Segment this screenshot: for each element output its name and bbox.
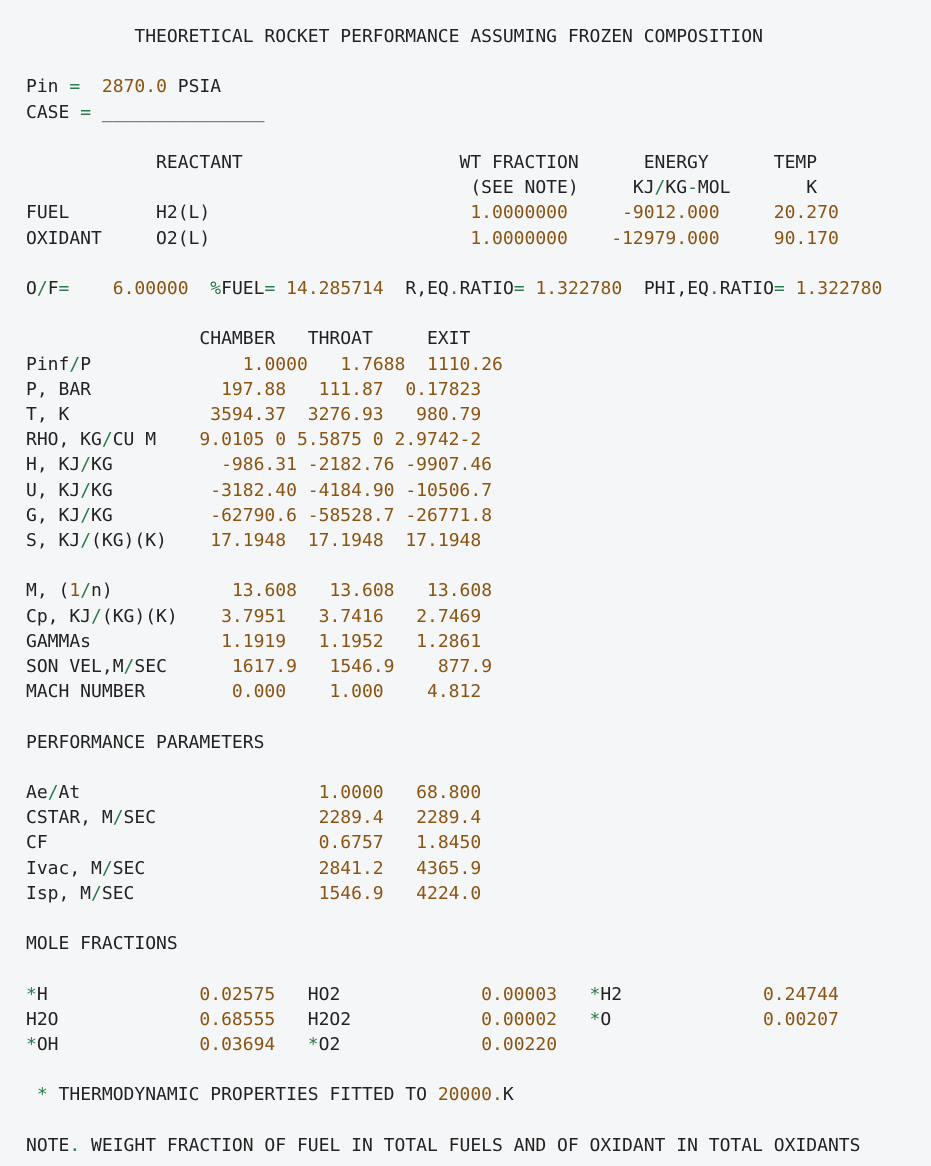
- text-segment: [26, 1084, 37, 1105]
- text-segment: [275, 1034, 308, 1055]
- text-segment: [384, 631, 417, 652]
- text-segment: S, KJ: [26, 530, 81, 551]
- numeric-value: -9012.000: [622, 202, 720, 224]
- operator-symbol: *: [589, 983, 601, 1005]
- text-segment: [395, 656, 438, 677]
- operator-symbol: /: [80, 454, 92, 476]
- numeric-value: 3.7416: [318, 605, 384, 627]
- text-segment: KG: [91, 454, 222, 476]
- text-segment: _______________: [91, 101, 265, 123]
- text-segment: [286, 606, 319, 627]
- text-segment: [297, 480, 308, 501]
- numeric-value: 2.7469: [416, 605, 482, 627]
- operator-symbol: *: [307, 1034, 319, 1055]
- text-segment: F: [47, 278, 59, 299]
- numeric-value: 68.800: [416, 782, 482, 803]
- text-segment: H2: [600, 983, 763, 1005]
- operator-symbol: =: [58, 278, 70, 299]
- report-line: [26, 1133, 860, 1158]
- text-segment: [568, 228, 611, 249]
- numeric-value: 1546.9: [329, 656, 395, 677]
- text-segment: R,EQ: [383, 278, 449, 299]
- text-segment: [286, 681, 329, 702]
- operator-symbol: *: [589, 1008, 601, 1030]
- text-segment: MACH NUMBER: [26, 681, 232, 703]
- numeric-value: 0.17823: [405, 378, 482, 400]
- text-segment: O: [26, 278, 37, 299]
- numeric-value: 0.03694: [199, 1034, 276, 1055]
- numeric-value: 1.0000: [318, 782, 384, 803]
- text-segment: SEC: [112, 857, 319, 879]
- operator-symbol: *: [26, 983, 37, 1005]
- operator-symbol: %: [210, 278, 222, 299]
- report-line: [26, 654, 492, 679]
- text-segment: [525, 278, 536, 299]
- text-segment: SEC: [134, 656, 232, 677]
- operator-symbol: .: [708, 278, 720, 299]
- numeric-value: -2182.76: [307, 454, 395, 476]
- numeric-value: 1.0000000: [470, 202, 568, 224]
- text-segment: [568, 202, 622, 223]
- text-segment: CHAMBER THROAT EXIT: [26, 328, 471, 350]
- numeric-value: 1.0000000: [470, 227, 568, 249]
- text-segment: HO2: [275, 983, 482, 1005]
- report-line: [26, 1007, 839, 1032]
- operator-symbol: /: [69, 353, 81, 375]
- text-segment: RATIO: [719, 278, 774, 299]
- report-line: [26, 931, 178, 956]
- text-segment: [384, 530, 406, 551]
- text-segment: NOTE: [26, 1134, 70, 1156]
- text-segment: SON VEL,M: [26, 656, 124, 677]
- operator-symbol: /: [91, 882, 102, 904]
- text-segment: KG: [91, 504, 211, 526]
- text-segment: (SEE NOTE) KJ: [26, 177, 655, 199]
- report-line: [26, 604, 481, 629]
- numeric-value: 0.000: [231, 681, 287, 703]
- numeric-value: 0.00003: [481, 983, 558, 1005]
- report-line: [26, 402, 481, 427]
- operator-symbol: /: [112, 807, 124, 829]
- text-segment: [720, 202, 774, 223]
- text-segment: MOL K: [697, 177, 818, 199]
- numeric-value: -62790.6: [210, 504, 297, 526]
- text-segment: FUEL: [221, 278, 265, 299]
- text-segment: [286, 379, 319, 400]
- report-line: [26, 352, 503, 377]
- numeric-value: 0.00002: [481, 1008, 558, 1030]
- text-segment: RHO, KG: [26, 429, 102, 451]
- text-segment: H2O: [26, 1008, 200, 1030]
- text-segment: (KG)(K): [101, 605, 222, 627]
- numeric-value: 17.1948: [210, 530, 287, 551]
- text-segment: FUEL H2(L): [26, 202, 471, 224]
- text-segment: [297, 454, 308, 475]
- numeric-value: 14.285714: [286, 278, 384, 299]
- numeric-value: 4.812: [427, 681, 482, 703]
- text-segment: Ivac, M: [26, 857, 102, 879]
- operator-symbol: /: [36, 278, 48, 299]
- operator-symbol: /: [123, 656, 135, 677]
- numeric-value: 17.1948: [405, 530, 482, 551]
- text-segment: P, BAR: [26, 378, 222, 400]
- text-segment: THERMODYNAMIC PROPERTIES FITTED TO: [47, 1084, 438, 1106]
- report-line: [26, 679, 481, 704]
- operator-symbol: /: [101, 429, 113, 451]
- text-segment: Ae: [26, 782, 48, 803]
- numeric-value: -4184.90: [307, 479, 395, 501]
- numeric-value: 1.1952: [318, 630, 384, 652]
- text-segment: THEORETICAL ROCKET PERFORMANCE ASSUMING FROZEN COMPOSITION: [26, 26, 763, 47]
- text-segment: M, (: [26, 580, 70, 602]
- text-segment: [275, 278, 286, 299]
- text-segment: SEC: [123, 807, 319, 829]
- text-segment: H2O2: [275, 1008, 482, 1030]
- text-segment: CSTAR, M: [26, 807, 113, 829]
- text-segment: At: [58, 782, 319, 803]
- text-segment: [395, 580, 428, 601]
- operator-symbol: -: [687, 177, 698, 199]
- text-segment: RATIO: [459, 278, 514, 299]
- numeric-value: 877.9: [437, 656, 493, 677]
- text-segment: H, KJ: [26, 454, 81, 476]
- text-segment: [384, 832, 417, 853]
- text-segment: [394, 454, 405, 475]
- numeric-value: 1617.9: [231, 656, 297, 677]
- text-segment: n): [91, 580, 232, 602]
- numeric-value: 3276.93: [307, 404, 384, 425]
- numeric-value: 1.000: [329, 681, 384, 703]
- text-segment: [69, 278, 112, 299]
- text-segment: P: [80, 353, 243, 375]
- numeric-value: 9.0105 0: [199, 429, 287, 451]
- numeric-value: 3594.37: [210, 404, 287, 425]
- operator-symbol: .: [448, 278, 460, 299]
- report-line: [26, 24, 763, 49]
- numeric-value: 3.7951: [221, 605, 287, 627]
- report-line: [26, 1032, 557, 1057]
- text-segment: [785, 278, 796, 299]
- text-segment: [384, 404, 417, 425]
- operator-symbol: /: [80, 479, 92, 501]
- text-segment: O: [600, 1008, 763, 1030]
- text-segment: KG: [91, 479, 211, 501]
- numeric-value: 0.00207: [762, 1008, 839, 1030]
- numeric-value: 0.24744: [762, 983, 839, 1005]
- report-line: [26, 578, 492, 603]
- operator-symbol: /: [654, 177, 666, 199]
- operator-symbol: =: [264, 278, 276, 299]
- report-line: [26, 1082, 514, 1107]
- operator-symbol: .: [69, 1134, 81, 1156]
- numeric-value: 0.68555: [199, 1008, 276, 1030]
- text-segment: WEIGHT FRACTION OF FUEL IN TOTAL FUELS AND OF OXIDANT IN TOTAL OXIDANTS: [80, 1134, 861, 1156]
- text-segment: U, KJ: [26, 479, 81, 501]
- text-segment: [405, 354, 427, 375]
- numeric-value: -3182.40: [210, 479, 297, 501]
- numeric-value: 197.88: [221, 378, 287, 400]
- operator-symbol: /: [101, 857, 113, 879]
- text-segment: [384, 379, 406, 400]
- numeric-value: 1.0000: [242, 353, 308, 375]
- report-line: [26, 503, 492, 528]
- operator-symbol: =: [80, 101, 92, 123]
- text-segment: [297, 656, 330, 677]
- text-segment: PSIA: [166, 76, 222, 98]
- report-line: [26, 805, 481, 830]
- report-line: [26, 478, 492, 503]
- numeric-value: 20.270: [773, 202, 839, 224]
- text-segment: G, KJ: [26, 504, 81, 526]
- operator-symbol: =: [69, 76, 81, 98]
- numeric-value: 0.02575: [199, 983, 276, 1005]
- operator-symbol: /: [80, 504, 92, 526]
- text-segment: CASE: [26, 101, 81, 123]
- numeric-value: 5.5875 0: [296, 429, 384, 451]
- report-line: [26, 175, 817, 200]
- text-segment: MOLE FRACTIONS: [26, 933, 178, 955]
- text-segment: CU M: [112, 429, 200, 451]
- numeric-value: 1.8450: [416, 832, 482, 854]
- report-line: [26, 629, 481, 654]
- text-segment: PERFORMANCE PARAMETERS: [26, 731, 265, 753]
- text-segment: [395, 505, 406, 526]
- text-segment: [297, 505, 308, 526]
- numeric-value: 13.608: [329, 580, 395, 602]
- text-segment: OXIDANT O2(L): [26, 227, 471, 249]
- text-segment: KG: [665, 177, 688, 199]
- numeric-value: -10506.7: [405, 479, 493, 501]
- text-segment: [384, 883, 417, 904]
- report-line: [26, 226, 839, 251]
- report-line: [26, 326, 470, 351]
- numeric-value: -986.31: [221, 454, 297, 476]
- text-segment: OH: [36, 1034, 200, 1055]
- numeric-value: 4224.0: [416, 882, 482, 904]
- text-segment: [384, 681, 427, 702]
- report-line: [26, 528, 481, 553]
- report-line: [26, 856, 481, 881]
- numeric-value: 1.7688: [340, 353, 406, 375]
- operator-symbol: =: [513, 278, 525, 299]
- numeric-value: 2.9742-2: [394, 429, 482, 451]
- text-segment: GAMMAs: [26, 630, 222, 652]
- text-segment: REACTANT WT FRACTION ENERGY TEMP: [26, 152, 818, 173]
- text-segment: [286, 429, 297, 450]
- numeric-value: 1.322780: [795, 278, 883, 299]
- numeric-value: 1.2861: [416, 630, 482, 652]
- report-line: [26, 377, 481, 402]
- numeric-value: 90.170: [773, 227, 839, 249]
- report-line: [26, 830, 481, 855]
- text-segment: [384, 429, 395, 450]
- report-line: [26, 982, 839, 1007]
- text-segment: [384, 807, 417, 828]
- numeric-value: 2870.0: [101, 76, 167, 98]
- text-segment: [557, 984, 590, 1005]
- text-segment: [384, 858, 417, 879]
- text-segment: T, K: [26, 404, 211, 425]
- operator-symbol: /: [47, 782, 59, 803]
- text-segment: [384, 782, 417, 803]
- text-segment: K: [502, 1084, 514, 1106]
- report-line: [26, 150, 817, 175]
- numeric-value: 1.322780: [535, 278, 623, 299]
- report-line: [26, 452, 492, 477]
- numeric-value: 6.00000: [112, 278, 189, 299]
- text-segment: [557, 1009, 590, 1030]
- text-segment: Cp, KJ: [26, 605, 92, 627]
- numeric-value: 111.87: [318, 378, 384, 400]
- numeric-value: 980.79: [416, 404, 482, 425]
- report-line: [26, 427, 481, 452]
- numeric-value: 2289.4: [318, 807, 384, 829]
- text-segment: [384, 606, 417, 627]
- numeric-value: 1546.9: [318, 882, 384, 904]
- report-line: [26, 74, 221, 99]
- text-segment: (KG)(K): [91, 530, 211, 551]
- report-line: [26, 276, 882, 301]
- operator-symbol: /: [91, 605, 102, 627]
- text-segment: CF: [26, 832, 319, 854]
- numeric-value: 4365.9: [416, 857, 482, 879]
- operator-symbol: =: [773, 278, 785, 299]
- numeric-value: 20000.: [437, 1084, 503, 1106]
- numeric-value: 0.00220: [481, 1034, 558, 1055]
- text-segment: [80, 76, 102, 97]
- numeric-value: 0.6757: [318, 832, 384, 854]
- text-segment: [189, 278, 211, 299]
- text-segment: [286, 404, 308, 425]
- text-segment: [286, 530, 308, 551]
- report-line: [26, 200, 839, 225]
- text-segment: [395, 480, 406, 501]
- numeric-value: 2289.4: [416, 807, 482, 829]
- text-segment: PHI,EQ: [622, 278, 709, 299]
- numeric-value: 13.608: [231, 580, 297, 602]
- operator-symbol: /: [80, 530, 92, 551]
- numeric-value: 17.1948: [307, 530, 384, 551]
- text-segment: O2: [318, 1034, 482, 1055]
- text-segment: [308, 354, 341, 375]
- text-segment: Pinf: [26, 353, 70, 375]
- numeric-value: 1110.26: [427, 353, 503, 375]
- text-segment: Isp, M: [26, 882, 92, 904]
- numeric-value: -9907.46: [405, 454, 493, 476]
- text-segment: [286, 631, 319, 652]
- text-segment: [297, 580, 330, 601]
- text-segment: Pin: [26, 76, 70, 98]
- numeric-value: 2841.2: [318, 857, 384, 879]
- numeric-value: 1.1919: [221, 630, 287, 652]
- operator-symbol: *: [36, 1084, 48, 1106]
- numeric-value: 13.608: [427, 580, 493, 602]
- numeric-value: -26771.8: [405, 504, 493, 526]
- numeric-value: -58528.7: [307, 504, 395, 526]
- numeric-value: -12979.000: [611, 227, 720, 249]
- report-line: [26, 100, 264, 125]
- report-line: [26, 881, 481, 906]
- text-segment: [720, 228, 774, 249]
- operator-symbol: /: [80, 580, 92, 602]
- text-segment: SEC: [101, 882, 319, 904]
- text-segment: H: [36, 983, 200, 1005]
- report-line: [26, 730, 264, 755]
- operator-symbol: *: [26, 1034, 37, 1055]
- numeric-value: 1: [69, 580, 81, 602]
- report-line: [26, 780, 481, 805]
